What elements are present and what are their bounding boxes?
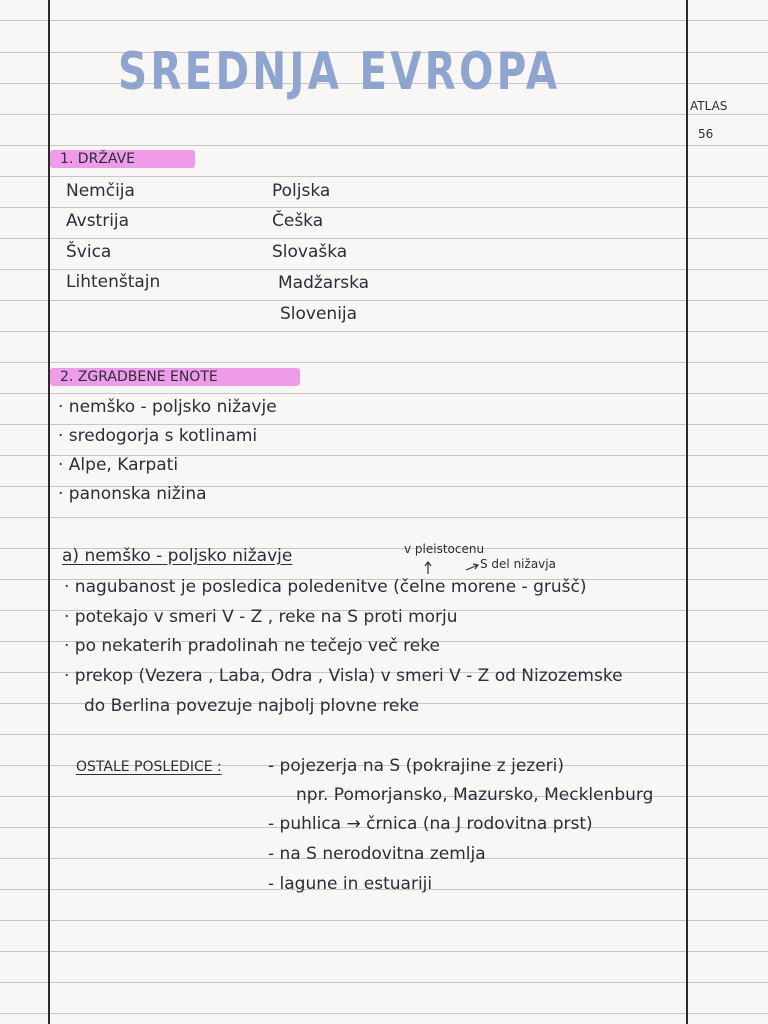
country-left: Lihtenštajn	[66, 272, 161, 292]
country-right: Madžarska	[278, 273, 370, 293]
consequence-item: npr. Pomorjansko, Mazursko, Mecklenburg	[296, 785, 654, 805]
structure-item: · panonska nižina	[58, 484, 207, 504]
note-line: · po nekaterih pradolinah ne tečejo več reke	[64, 636, 440, 656]
note-line: · nagubanost je posledica poledenitve (čelne morene - grušč)	[64, 577, 587, 597]
consequence-item: - na S nerodovitna zemlja	[268, 844, 486, 864]
ostale-label: OSTALE POSLEDICE :	[76, 759, 222, 775]
country-left: Avstrija	[66, 211, 130, 231]
consequence-item: - lagune in estuariji	[268, 874, 433, 894]
country-right: Slovaška	[272, 242, 348, 262]
annotation-note: S del nižavja	[480, 557, 556, 571]
country-right: Češka	[272, 211, 324, 231]
consequence-item: - puhlica → črnica (na J rodovitna prst)	[268, 814, 593, 834]
page-title: SREDNJA EVROPA	[118, 42, 561, 102]
structure-item: · sredogorja s kotlinami	[58, 426, 258, 446]
note-line: do Berlina povezuje najbolj plovne reke	[84, 696, 420, 716]
right-margin-line	[686, 0, 688, 1024]
annotation-note: v pleistocenu	[404, 542, 485, 556]
consequence-item: - pojezerja na S (pokrajine z jezeri)	[268, 756, 565, 776]
structure-item: · Alpe, Karpati	[58, 455, 179, 475]
note-line: · potekajo v smeri V - Z , reke na S proti morju	[64, 607, 458, 627]
annotation-arrow-icon	[424, 558, 480, 578]
note-line: · prekop (Vezera , Laba, Odra , Visla) v smeri V - Z od Nizozemske	[64, 666, 623, 686]
atlas-label: ATLAS	[690, 99, 728, 113]
atlas-page: 56	[698, 127, 714, 141]
country-right: Slovenija	[280, 304, 358, 324]
country-left: Nemčija	[66, 181, 135, 201]
section1-heading: 1. DRŽAVE	[60, 151, 136, 167]
structure-item: · nemško - poljsko nižavje	[58, 397, 277, 417]
section2-heading: 2. ZGRADBENE ENOTE	[60, 369, 218, 385]
subsection-heading: a) nemško - poljsko nižavje	[62, 546, 293, 566]
country-right: Poljska	[272, 181, 331, 201]
country-left: Švica	[66, 242, 112, 262]
